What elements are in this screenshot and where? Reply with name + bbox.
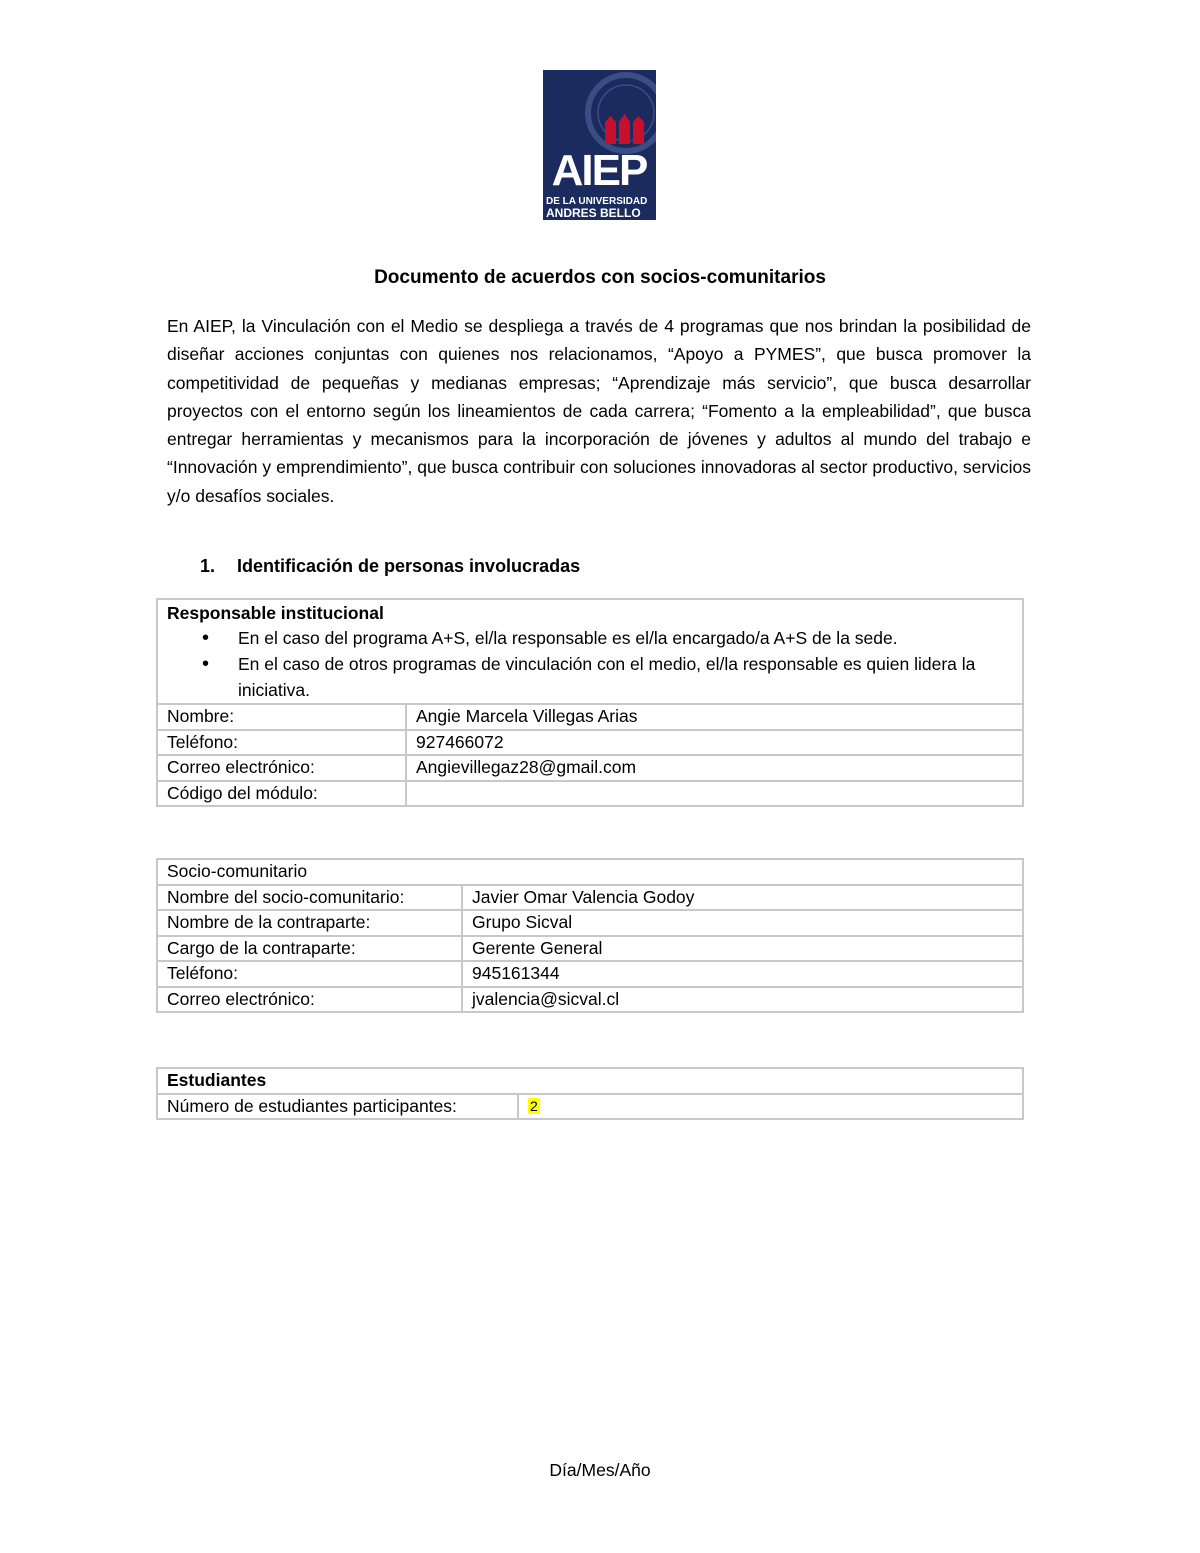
responsable-header-cell — [157, 599, 1023, 704]
row-value: Grupo Sicval — [462, 910, 1023, 936]
footer-date: Día/Mes/Año — [549, 1460, 651, 1480]
section-title: Identificación de personas involucradas — [237, 556, 581, 576]
bullet-item: • En el caso del programa A+S, el/la responsable es el/la encargado/a A+S de la sede. — [238, 625, 1013, 651]
row-label: Nombre del socio-comunitario: — [157, 885, 462, 911]
intro-paragraph: En AIEP, la Vinculación con el Medio se despliega a través de 4 programas que nos brindan la posibilidad de diseñar acciones conjuntas con quienes nos relacionamos, “Apoyo a PYMES”, que busca promover la competitividad de pequeñas y medianas empresas; “Aprendizaje más servicio”, que busca desarrollar proyectos con el entorno según los lineamientos de cada carrera; “Fomento a la empleabilidad”, que busca entregar herramientas y mecanismos para la incorporación de jóvenes y adultos al mundo del trabajo e “Innovación y emprendimiento”, que busca contribuir con soluciones innovadoras al sector productivo, servicios y/o desafíos sociales. — [167, 316, 1031, 506]
responsable-table — [156, 598, 1024, 807]
table-row — [157, 961, 1023, 987]
row-label: Número de estudiantes participantes: — [157, 1094, 518, 1120]
aiep-logo-graphic — [543, 70, 656, 220]
row-value: Javier Omar Valencia Godoy — [462, 885, 1023, 911]
table-row — [157, 859, 1023, 885]
responsable-heading: Responsable institucional — [167, 603, 384, 623]
row-label: Correo electrónico: — [157, 755, 406, 781]
responsable-bullets — [167, 625, 1013, 703]
row-value: jvalencia@sicval.cl — [462, 987, 1023, 1013]
table-row — [157, 885, 1023, 911]
table-row — [157, 936, 1023, 962]
socio-table — [156, 858, 1024, 1013]
document-title: Documento de acuerdos con socios-comunitarios — [374, 267, 826, 288]
bullet-item: • En el caso de otros programas de vinculación con el medio, el/la responsable es quien lidera la iniciativa. — [238, 651, 1013, 703]
logo-wordmark: AIEP — [551, 146, 647, 195]
socio-heading: Socio-comunitario — [157, 859, 1023, 885]
row-value: Angie Marcela Villegas Arias — [406, 704, 1023, 730]
row-label: Correo electrónico: — [157, 987, 462, 1013]
table-row — [157, 1094, 1023, 1120]
row-label: Código del módulo: — [157, 781, 406, 807]
estudiantes-table — [156, 1067, 1024, 1120]
estudiantes-heading: Estudiantes — [157, 1068, 1023, 1094]
section-1-heading — [200, 556, 580, 577]
row-label: Teléfono: — [157, 730, 406, 756]
row-value: Angievillegaz28@gmail.com — [406, 755, 1023, 781]
row-label: Teléfono: — [157, 961, 462, 987]
table-row — [157, 1068, 1023, 1094]
table-row — [157, 781, 1023, 807]
table-row — [157, 704, 1023, 730]
logo-subtitle-2: ANDRES BELLO — [546, 206, 641, 220]
row-value: Gerente General — [462, 936, 1023, 962]
section-number: 1. — [200, 556, 216, 576]
table-row — [157, 910, 1023, 936]
row-label: Cargo de la contraparte: — [157, 936, 462, 962]
row-label: Nombre de la contraparte: — [157, 910, 462, 936]
row-value: 945161344 — [462, 961, 1023, 987]
table-row — [157, 987, 1023, 1013]
row-value: 927466072 — [406, 730, 1023, 756]
row-label: Nombre: — [157, 704, 406, 730]
highlighted-value: 2 — [530, 1097, 538, 1114]
table-row — [157, 755, 1023, 781]
aiep-logo — [543, 70, 656, 220]
row-value — [518, 1094, 1023, 1120]
row-value — [406, 781, 1023, 807]
logo-subtitle-1: DE LA UNIVERSIDAD — [546, 196, 648, 207]
table-row — [157, 730, 1023, 756]
